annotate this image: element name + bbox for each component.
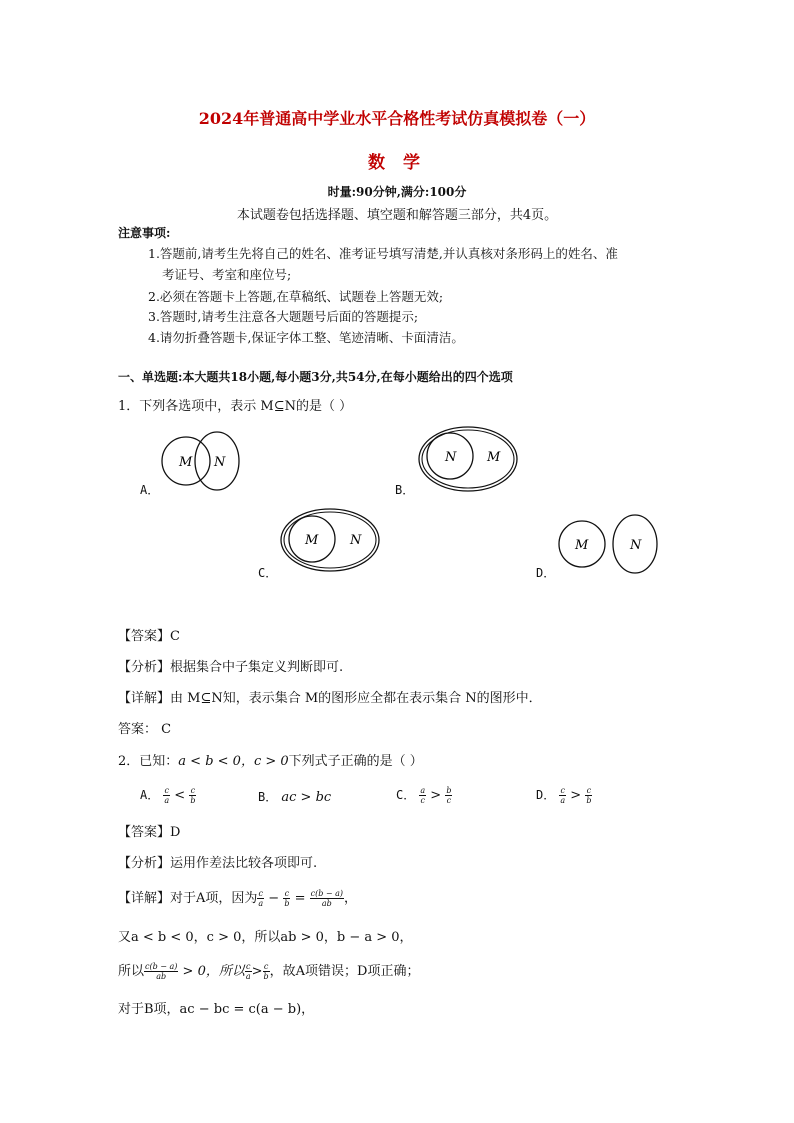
q2c-frac-right: $\frac{b}{c}$	[446, 786, 452, 805]
notice-item-1: 1.答题前,请考生先将自己的姓名、准考证号填写清楚,并认真核对条形码上的姓名、准	[148, 246, 618, 261]
exam-title: 2024年普通高中学业水平合格性考试仿真模拟卷（一）	[198, 109, 596, 128]
q1-option-c-label: C．	[258, 566, 278, 580]
q2-option-b-label: B．	[258, 790, 278, 804]
q2-stem-suffix: 下列式子正确的是（ ）	[288, 754, 423, 769]
q1-option-d-diagram	[555, 512, 661, 578]
notice-item-3: 3.答题时,请考生注意各大题题号后面的答题提示;	[148, 309, 419, 324]
q1d-label-m: M	[575, 538, 589, 553]
q2-option-a-label: A．	[140, 788, 160, 802]
q1b-label-n: N	[445, 450, 457, 465]
q2-detail-line4: 对于B项，ac − bc = c(a − b)，	[118, 1002, 315, 1017]
q1-option-a-diagram	[150, 425, 250, 495]
q1-stem: 1．下列各选项中，表示 M⊆N的是（ ）	[118, 399, 353, 414]
q2-line3-frac3: $\frac{c}{b}$	[263, 962, 269, 981]
q1-option-b-label: B．	[395, 483, 415, 497]
q2-line3-mid: > 0，所以	[178, 964, 245, 979]
q1b-label-m: M	[487, 450, 501, 465]
q2-detail-equals: =	[290, 891, 310, 906]
q2-option-d	[536, 786, 592, 805]
q2-line3-suffix: ，故A项错误；D项正确；	[269, 964, 420, 979]
q2d-op: >	[570, 788, 582, 803]
q1-analysis: 【分析】根据集合中子集定义判断即可.	[118, 660, 344, 675]
exam-meta: 时量:90分钟,满分:100分	[327, 185, 467, 199]
q2-detail-comma: ，	[344, 891, 358, 906]
q2-option-b-expr: ac > bc	[281, 790, 332, 805]
q2-option-d-label: D．	[536, 788, 556, 802]
notice-item-1-cont: 考证号、考室和座位号;	[162, 267, 292, 282]
q2-line3-frac2: $\frac{c}{a}$	[245, 962, 251, 981]
q2-answer: 【答案】D	[118, 825, 181, 840]
q1c-label-n: N	[350, 533, 362, 548]
q2-detail-line2: 又a < b < 0，c > 0，所以ab > 0，b − a > 0，	[118, 930, 413, 945]
q1-option-a-label: A．	[140, 483, 160, 497]
q1d-label-n: N	[630, 538, 642, 553]
q2a-frac-right: $\frac{c}{b}$	[190, 786, 196, 805]
q1-final: 答案： C	[118, 722, 172, 737]
q2-detail-prefix: 【详解】对于A项，因为	[118, 891, 258, 906]
q2-detail-line3	[118, 960, 419, 981]
q2-line3-op: >	[251, 964, 263, 979]
q2a-op: <	[174, 788, 186, 803]
q2-option-b	[258, 788, 331, 805]
q1-detail: 【详解】由 M⊆N知，表示集合 M的图形应全都在表示集合 N的图形中．	[118, 691, 542, 706]
q2d-frac-right: $\frac{c}{b}$	[586, 786, 592, 805]
q2c-op: >	[430, 788, 442, 803]
q2-option-c-label: C．	[396, 788, 416, 802]
q2d-frac-left: $\frac{c}{a}$	[560, 786, 566, 805]
q2a-frac-left: $\frac{c}{a}$	[164, 786, 170, 805]
q1c-label-m: M	[305, 533, 319, 548]
q2-line3-frac: $\frac{c(b - a)}{ab}$	[145, 962, 178, 981]
q1-answer: 【答案】C	[118, 629, 180, 644]
q2-detail-minus: −	[264, 891, 284, 906]
notice-item-2: 2.必须在答题卡上答题,在草稿纸、试题卷上答题无效;	[148, 289, 444, 304]
q2-detail-frac3: $\frac{c(b - a)}{ab}$	[310, 889, 344, 908]
q2-option-a	[140, 786, 196, 805]
q2-stem-condition: a < b < 0，c > 0	[178, 754, 289, 769]
section-heading: 一、单选题:本大题共18小题,每小题3分,共54分,在每小题给出的四个选项	[118, 370, 513, 384]
exam-intro: 本试题卷包括选择题、填空题和解答题三部分，共4页。	[236, 208, 558, 223]
q2c-frac-left: $\frac{a}{c}$	[420, 786, 426, 805]
q2-detail-line1	[118, 887, 357, 908]
q2-stem-prefix: 2．已知：	[118, 754, 179, 769]
q2-detail-frac2: $\frac{c}{b}$	[284, 889, 290, 908]
q2-analysis: 【分析】运用作差法比较各项即可.	[118, 856, 318, 871]
q2-detail-frac1: $\frac{c}{a}$	[258, 889, 264, 908]
q2-stem	[118, 750, 423, 769]
q1a-label-n: N	[214, 455, 226, 470]
q2-option-c	[396, 786, 452, 805]
q1a-label-m: M	[179, 455, 193, 470]
subject-title: 数 学	[368, 153, 426, 173]
q1-option-c-diagram	[280, 508, 384, 576]
notice-item-4: 4.请勿折叠答题卡,保证字体工整、笔迹清晰、卡面清洁。	[148, 330, 464, 345]
q1-option-b-diagram	[418, 425, 522, 493]
q2-line3-prefix: 所以	[118, 964, 145, 979]
notice-heading: 注意事项:	[118, 226, 171, 240]
q1-option-d-label: D．	[536, 566, 556, 580]
